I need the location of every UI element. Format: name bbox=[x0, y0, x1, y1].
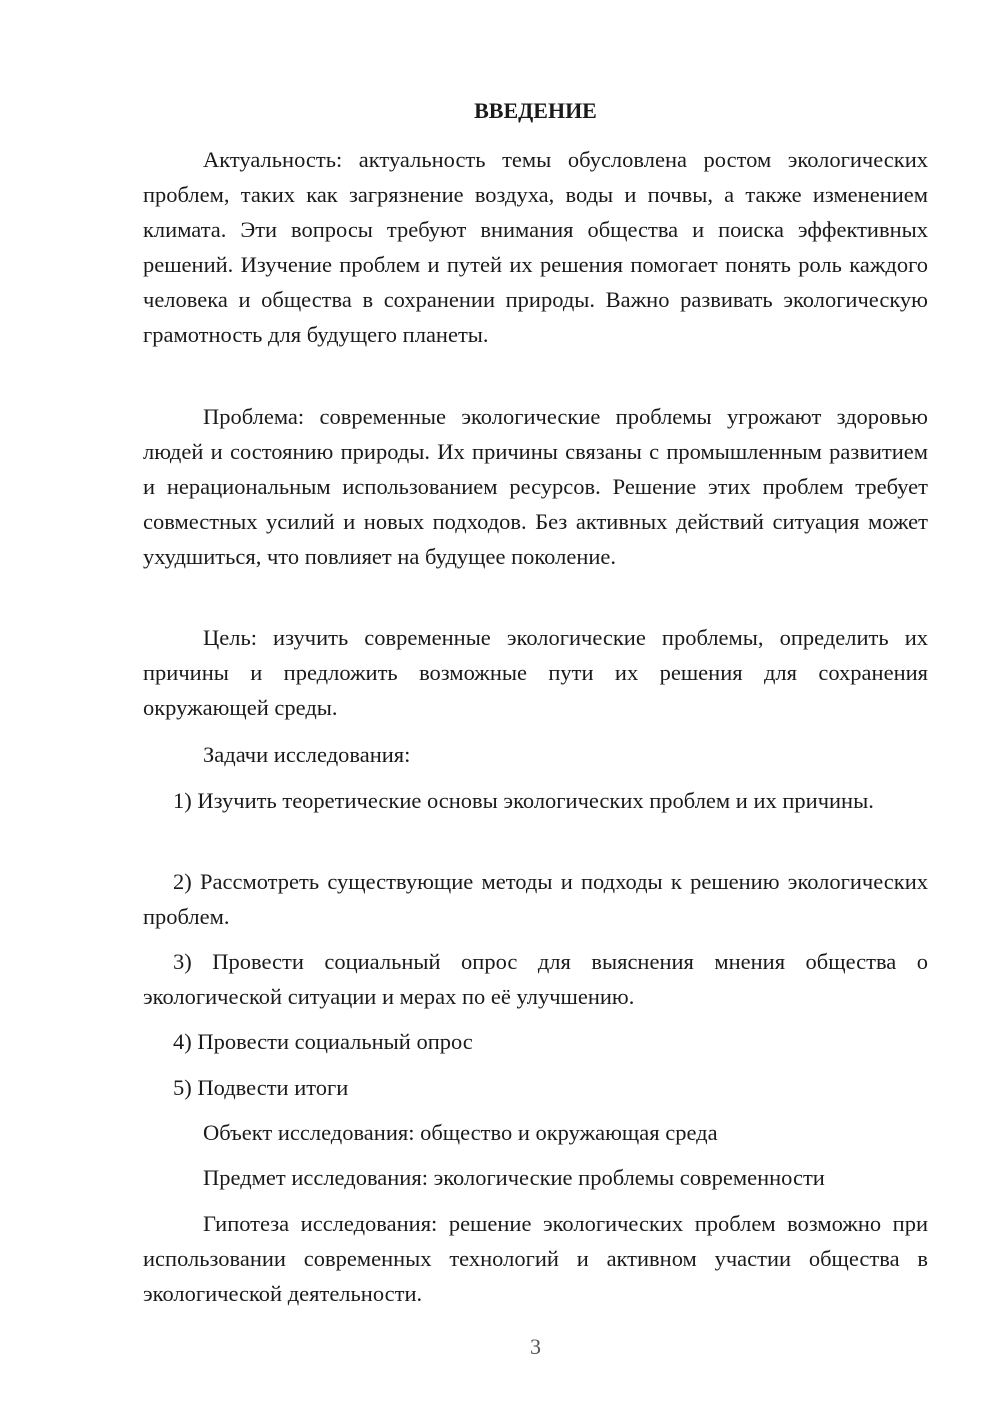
problem-paragraph: Проблема: современные экологические проблемы угрожают здоровью людей и состоянию природы. Их причины связаны с промышленным развитием и нерациональным использованием ресурсов. Решение этих проблем требует совместных усилий и новых подходов. Без активных действий ситуация может ухудшиться, что повлияет на будущее поколение. bbox=[143, 404, 928, 569]
task-item-5: 5) Подвести итоги bbox=[173, 1075, 349, 1100]
subject-paragraph: Предмет исследования: экологические проблемы современности bbox=[203, 1165, 825, 1190]
object-paragraph: Объект исследования: общество и окружающая среда bbox=[203, 1120, 718, 1145]
section-title: ВВЕДЕНИЕ bbox=[474, 98, 597, 123]
task-item-3: 3) Провести социальный опрос для выяснения мнения общества о экологической ситуации и мерах по её улучшению. bbox=[143, 949, 928, 1009]
task-item-1: 1) Изучить теоретические основы экологических проблем и их причины. bbox=[173, 788, 874, 813]
page-number: 3 bbox=[530, 1334, 541, 1359]
task-item-2: 2) Рассмотреть существующие методы и подходы к решению экологических проблем. bbox=[143, 869, 928, 929]
goal-paragraph: Цель: изучить современные экологические проблемы, определить их причины и предложить возможные пути их решения для сохранения окружающей среды. bbox=[143, 625, 928, 720]
tasks-heading: Задачи исследования: bbox=[203, 742, 411, 767]
relevance-paragraph: Актуальность: актуальность темы обусловлена ростом экологических проблем, таких как загрязнение воздуха, воды и почвы, а также изменением климата. Эти вопросы требуют внимания общества и поиска эффективных решений. Изучение проблем и путей их решения помогает понять роль каждого человека и общества в сохранении природы. Важно развивать экологическую грамотность для будущего планеты. bbox=[143, 147, 928, 347]
task-item-4: 4) Провести социальный опрос bbox=[173, 1029, 473, 1054]
hypothesis-paragraph: Гипотеза исследования: решение экологических проблем возможно при использовании современных технологий и активном участии общества в экологической деятельности. bbox=[143, 1211, 928, 1306]
